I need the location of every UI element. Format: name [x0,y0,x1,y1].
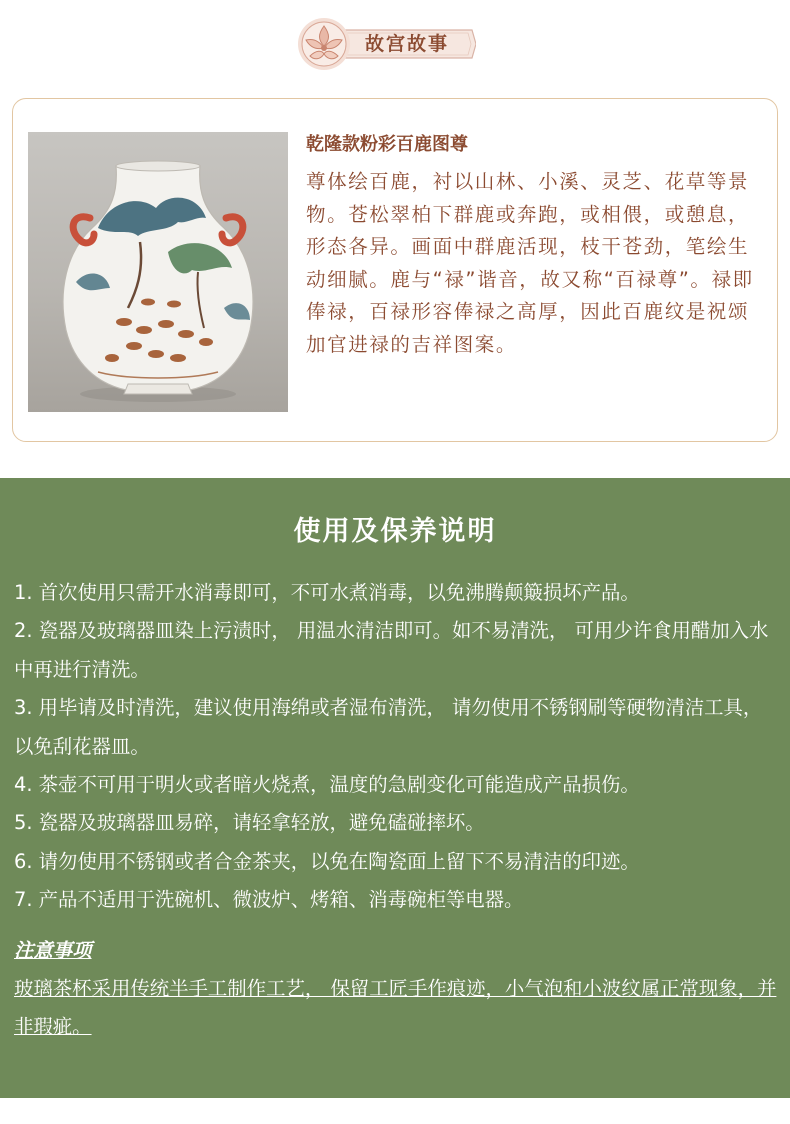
story-description: 尊体绘百鹿，衬以山林、小溪、灵芝、花草等景物。苍松翠柏下群鹿或奔跑，或相偎，或憩息，形态各异。画面中群鹿活现，枝干苍劲，笔绘生动细腻。鹿与“禄”谐音，故又称“百禄尊”。禄即俸禄，百禄形容俸禄之高厚，因此百鹿纹是祝颂加官进禄的吉祥图案。 [306,170,754,356]
vase-photo [28,132,288,412]
story-title: 乾隆款粉彩百鹿图尊 [306,134,468,155]
care-item: 7. 产品不适用于洗碗机、微波炉、烤箱、消毒碗柜等电器。 [14,888,524,912]
care-item: 3. 用毕请及时清洗，建议使用海绵或者湿布清洗， 请勿使用不锈钢刷等硬物清洁工具，以免刮花器皿。 [14,696,763,758]
vase-illustration-icon [28,132,288,412]
notes-body: 玻璃茶杯采用传统半手工制作工艺， 保留工匠手作痕迹，小气泡和小波纹属正常现象，并非瑕疵。 [14,977,777,1038]
care-item: 1. 首次使用只需开水消毒即可，不可水煮消毒，以免沸腾颠簸损坏产品。 [14,581,640,604]
care-item: 6. 请勿使用不锈钢或者合金茶夹，以免在陶瓷面上留下不易清洁的印迹。 [14,849,640,873]
care-title: 使用及保养说明 [293,516,497,547]
bottom-spacer [0,1098,790,1124]
care-section [0,478,790,1098]
care-item: 4. 茶壶不可用于明火或者暗火烧煮，温度的急剧变化可能造成产品损伤。 [14,773,640,796]
care-item: 5. 瓷器及玻璃器皿易碎，请轻拿轻放，避免磕碰摔坏。 [14,811,485,835]
care-item: 2. 瓷器及玻璃器皿染上污渍时， 用温水清洁即可。如不易清洗， 可用少许食用醋加入水中再进行清洗。 [14,619,769,681]
care-list [14,574,780,920]
section-badge [292,16,476,72]
badge-title: 故宫故事 [364,33,449,55]
story-section [0,0,790,478]
notes-heading: 注意事项 [14,939,92,962]
